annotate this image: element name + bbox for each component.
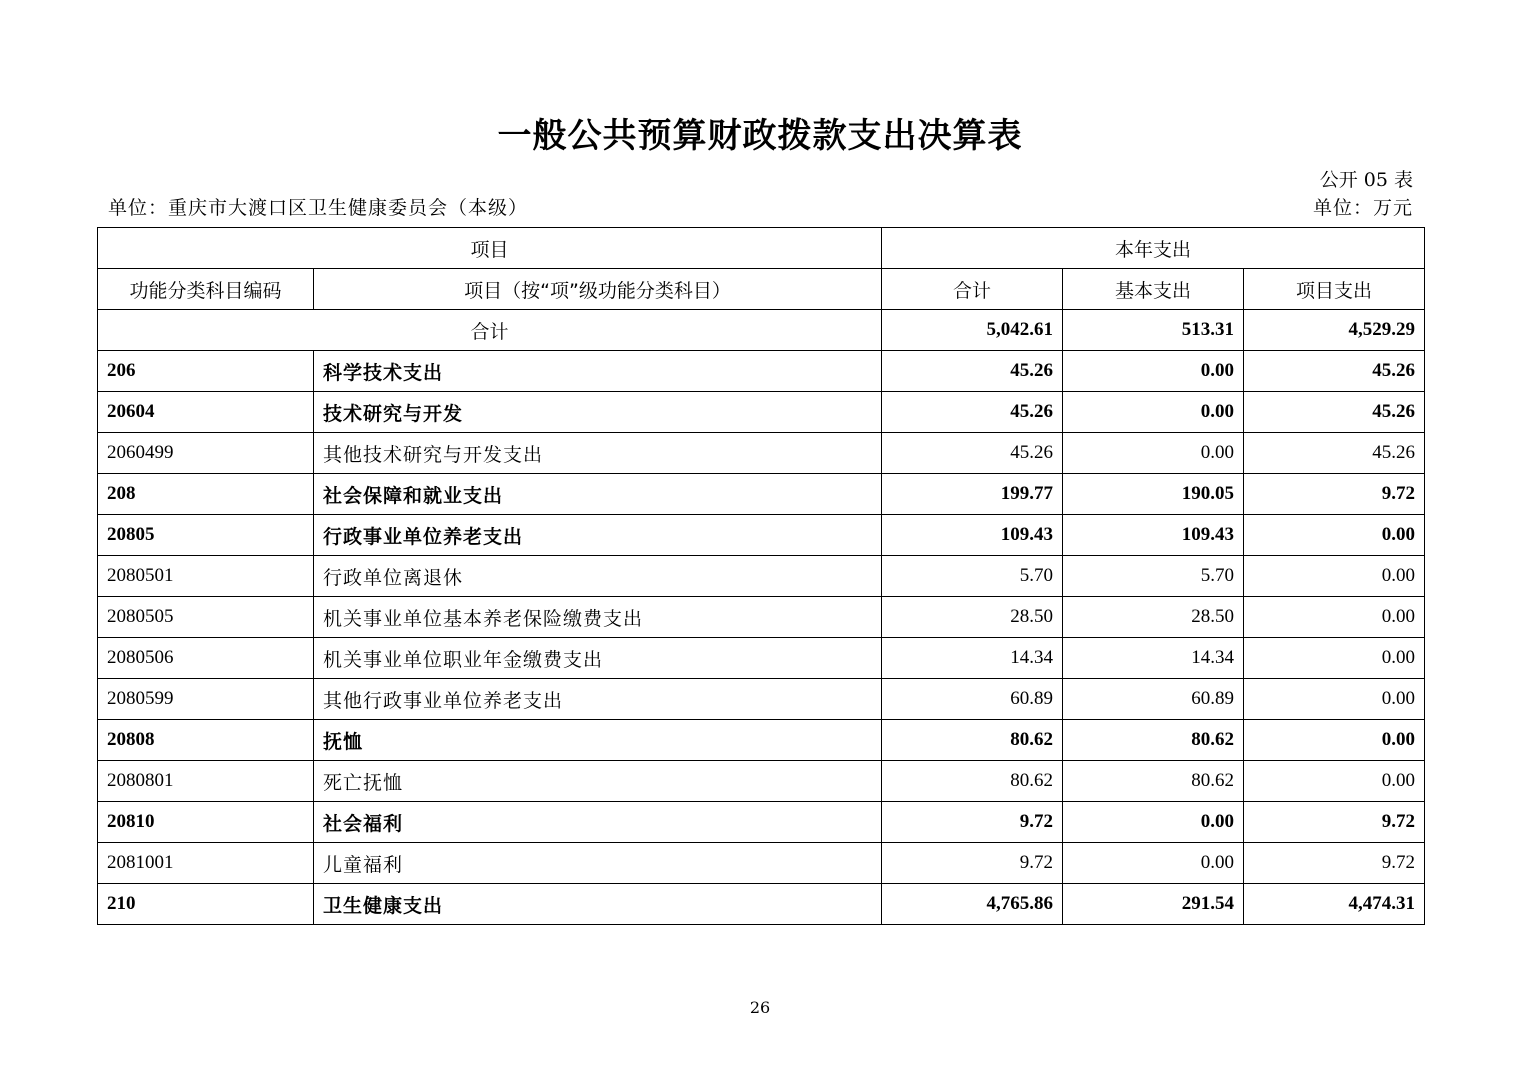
basic-cell: 0.00 [1063, 392, 1244, 433]
project-cell: 0.00 [1244, 597, 1425, 638]
project-cell: 9.72 [1244, 802, 1425, 843]
header-name: 项目（按“项”级功能分类科目） [314, 269, 882, 310]
code-cell: 20805 [98, 515, 314, 556]
table-row [98, 597, 1425, 638]
basic-cell: 80.62 [1063, 761, 1244, 802]
header-total: 合计 [882, 269, 1063, 310]
total-cell: 45.26 [882, 433, 1063, 474]
code-cell: 2080801 [98, 761, 314, 802]
name-cell: 社会福利 [314, 802, 882, 843]
project-cell: 45.26 [1244, 351, 1425, 392]
code-cell: 2060499 [98, 433, 314, 474]
table-row [98, 474, 1425, 515]
header-current-year: 本年支出 [882, 228, 1425, 269]
name-cell: 行政事业单位养老支出 [314, 515, 882, 556]
table-row [98, 556, 1425, 597]
project-cell: 0.00 [1244, 556, 1425, 597]
total-cell: 45.26 [882, 392, 1063, 433]
project-cell: 9.72 [1244, 474, 1425, 515]
table-row [98, 679, 1425, 720]
page-title: 一般公共预算财政拨款支出决算表 [497, 116, 1023, 156]
total-cell: 14.34 [882, 638, 1063, 679]
project-cell: 0.00 [1244, 515, 1425, 556]
name-cell: 机关事业单位基本养老保险缴费支出 [314, 597, 882, 638]
table-row [98, 638, 1425, 679]
project-cell: 45.26 [1244, 433, 1425, 474]
code-cell: 206 [98, 351, 314, 392]
name-cell: 社会保障和就业支出 [314, 474, 882, 515]
total-cell: 80.62 [882, 761, 1063, 802]
code-cell: 208 [98, 474, 314, 515]
table-row [98, 433, 1425, 474]
total-cell: 28.50 [882, 597, 1063, 638]
total-cell: 109.43 [882, 515, 1063, 556]
page-number: 26 [749, 998, 771, 1017]
header-row-1 [98, 228, 1425, 269]
name-cell: 科学技术支出 [314, 351, 882, 392]
table-row [98, 392, 1425, 433]
name-cell: 儿童福利 [314, 843, 882, 884]
basic-cell: 0.00 [1063, 351, 1244, 392]
code-cell: 2080506 [98, 638, 314, 679]
name-cell: 抚恤 [314, 720, 882, 761]
table-row [98, 720, 1425, 761]
code-cell: 20808 [98, 720, 314, 761]
code-cell: 2080599 [98, 679, 314, 720]
name-cell: 卫生健康支出 [314, 884, 882, 925]
name-cell: 其他技术研究与开发支出 [314, 433, 882, 474]
project-cell: 0.00 [1244, 679, 1425, 720]
project-cell: 45.26 [1244, 392, 1425, 433]
name-cell: 行政单位离退休 [314, 556, 882, 597]
header-item: 项目 [98, 228, 882, 269]
total-basic: 513.31 [1063, 310, 1244, 351]
total-cell: 4,765.86 [882, 884, 1063, 925]
basic-cell: 28.50 [1063, 597, 1244, 638]
basic-cell: 190.05 [1063, 474, 1244, 515]
table-row [98, 351, 1425, 392]
name-cell: 其他行政事业单位养老支出 [314, 679, 882, 720]
basic-cell: 0.00 [1063, 802, 1244, 843]
total-cell: 9.72 [882, 802, 1063, 843]
table-row [98, 802, 1425, 843]
unit-organization: 单位：重庆市大渡口区卫生健康委员会（本级） [108, 197, 529, 219]
header-code: 功能分类科目编码 [98, 269, 314, 310]
basic-cell: 80.62 [1063, 720, 1244, 761]
code-cell: 2080505 [98, 597, 314, 638]
table-row [98, 884, 1425, 925]
basic-cell: 291.54 [1063, 884, 1244, 925]
header-basic: 基本支出 [1063, 269, 1244, 310]
project-cell: 0.00 [1244, 638, 1425, 679]
table-row [98, 761, 1425, 802]
project-cell: 0.00 [1244, 720, 1425, 761]
budget-table [97, 227, 1425, 925]
project-cell: 9.72 [1244, 843, 1425, 884]
project-cell: 4,474.31 [1244, 884, 1425, 925]
total-cell: 199.77 [882, 474, 1063, 515]
total-row [98, 310, 1425, 351]
total-project: 4,529.29 [1244, 310, 1425, 351]
total-cell: 45.26 [882, 351, 1063, 392]
code-cell: 20810 [98, 802, 314, 843]
code-cell: 20604 [98, 392, 314, 433]
name-cell: 机关事业单位职业年金缴费支出 [314, 638, 882, 679]
total-amount: 5,042.61 [882, 310, 1063, 351]
table-row [98, 515, 1425, 556]
basic-cell: 5.70 [1063, 556, 1244, 597]
table-row [98, 843, 1425, 884]
header-row-2 [98, 269, 1425, 310]
total-cell: 80.62 [882, 720, 1063, 761]
form-number: 公开 05 表 [1319, 169, 1413, 191]
basic-cell: 14.34 [1063, 638, 1244, 679]
project-cell: 0.00 [1244, 761, 1425, 802]
code-cell: 2080501 [98, 556, 314, 597]
basic-cell: 109.43 [1063, 515, 1244, 556]
header-project: 项目支出 [1244, 269, 1425, 310]
basic-cell: 0.00 [1063, 843, 1244, 884]
unit-currency: 单位：万元 [1312, 197, 1413, 219]
name-cell: 死亡抚恤 [314, 761, 882, 802]
code-cell: 210 [98, 884, 314, 925]
name-cell: 技术研究与开发 [314, 392, 882, 433]
total-cell: 9.72 [882, 843, 1063, 884]
total-cell: 60.89 [882, 679, 1063, 720]
basic-cell: 60.89 [1063, 679, 1244, 720]
total-cell: 5.70 [882, 556, 1063, 597]
code-cell: 2081001 [98, 843, 314, 884]
basic-cell: 0.00 [1063, 433, 1244, 474]
total-label: 合计 [98, 310, 882, 351]
